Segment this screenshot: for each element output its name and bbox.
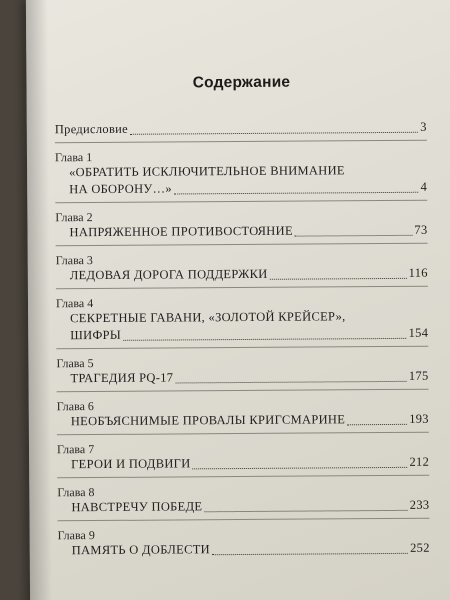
page-number: 233 bbox=[409, 497, 430, 512]
page-number: 4 bbox=[420, 179, 428, 194]
chapter-label: Глава 1 bbox=[54, 150, 93, 165]
chapter-title: ПАМЯТЬ О ДОБЛЕСТИ bbox=[71, 542, 211, 558]
toc-entry bbox=[57, 397, 429, 436]
chapter-title-line: «ОБРАТИТЬ ИСКЛЮЧИТЕЛЬНОЕ ВНИМАНИЕ bbox=[69, 163, 345, 180]
page-number: 252 bbox=[410, 540, 430, 555]
dot-leader bbox=[193, 466, 408, 470]
dot-leader bbox=[204, 509, 407, 512]
toc-line bbox=[55, 222, 427, 242]
preface-title: Предисловие bbox=[54, 121, 129, 137]
chapter-label: Глава 8 bbox=[57, 485, 95, 500]
page-number: 212 bbox=[409, 454, 430, 469]
toc-entry bbox=[55, 208, 427, 247]
page-number: 3 bbox=[420, 119, 427, 134]
chapter-title: НЕОБЪЯСНИМЫЕ ПРОВАЛЫ КРИГСМАРИНЕ bbox=[70, 412, 346, 429]
dot-leader bbox=[212, 552, 408, 555]
dot-leader bbox=[175, 380, 407, 384]
toc-line bbox=[57, 454, 429, 474]
chapter-title: ГЕРОИ И ПОДВИГИ bbox=[71, 456, 191, 472]
toc-line bbox=[55, 179, 427, 199]
book-page bbox=[26, 0, 450, 600]
chapter-title: ЛЕДОВАЯ ДОРОГА ПОДДЕРЖКИ bbox=[69, 266, 268, 283]
chapter-title: ТРАГЕДИЯ PQ-17 bbox=[70, 370, 174, 386]
toc-entry bbox=[56, 294, 428, 350]
page-number: 154 bbox=[408, 325, 429, 340]
toc-line bbox=[56, 325, 428, 345]
chapter-label: Глава 2 bbox=[55, 210, 93, 225]
chapter-title: НАПРЯЖЕННОЕ ПРОТИВОСТОЯНИЕ bbox=[69, 223, 293, 240]
page-number: 116 bbox=[408, 265, 428, 280]
toc-entry bbox=[58, 526, 430, 564]
toc-line bbox=[57, 411, 429, 431]
toc-entry bbox=[57, 440, 429, 479]
toc-line bbox=[56, 265, 428, 285]
chapter-label: Глава 7 bbox=[56, 442, 95, 457]
dot-leader bbox=[174, 191, 419, 195]
chapter-label: Глава 5 bbox=[56, 356, 94, 371]
chapter-title: НАВСТРЕЧУ ПОБЕДЕ bbox=[71, 499, 203, 515]
chapter-title-line: СЕКРЕТНЫЕ ГАВАНИ, «ЗОЛОТОЙ КРЕЙСЕР», bbox=[70, 309, 346, 326]
toc-entry bbox=[56, 251, 428, 290]
dot-leader bbox=[347, 423, 407, 425]
toc-entry bbox=[56, 354, 428, 393]
chapter-label: Глава 3 bbox=[55, 253, 93, 268]
dot-leader bbox=[295, 234, 413, 237]
page-number: 175 bbox=[408, 368, 429, 383]
dot-leader bbox=[130, 131, 418, 135]
table-of-contents bbox=[55, 119, 430, 571]
toc-entry bbox=[57, 483, 429, 522]
page-title: Содержание bbox=[192, 73, 291, 92]
chapter-title: ШИФРЫ bbox=[70, 327, 122, 343]
toc-line bbox=[57, 497, 429, 517]
page-number: 193 bbox=[409, 411, 429, 426]
toc-line bbox=[58, 540, 430, 560]
toc-entry bbox=[55, 148, 427, 204]
dot-leader bbox=[270, 277, 407, 280]
toc-line bbox=[55, 119, 427, 139]
dot-leader bbox=[123, 337, 406, 341]
toc-line bbox=[56, 368, 428, 388]
page-number: 73 bbox=[414, 222, 428, 237]
chapter-label: Глава 4 bbox=[55, 296, 94, 311]
chapter-label: Глава 9 bbox=[57, 528, 95, 543]
toc-entry bbox=[55, 119, 427, 144]
chapter-title: НА ОБОРОНУ…» bbox=[69, 181, 172, 197]
chapter-label: Глава 6 bbox=[56, 399, 94, 414]
